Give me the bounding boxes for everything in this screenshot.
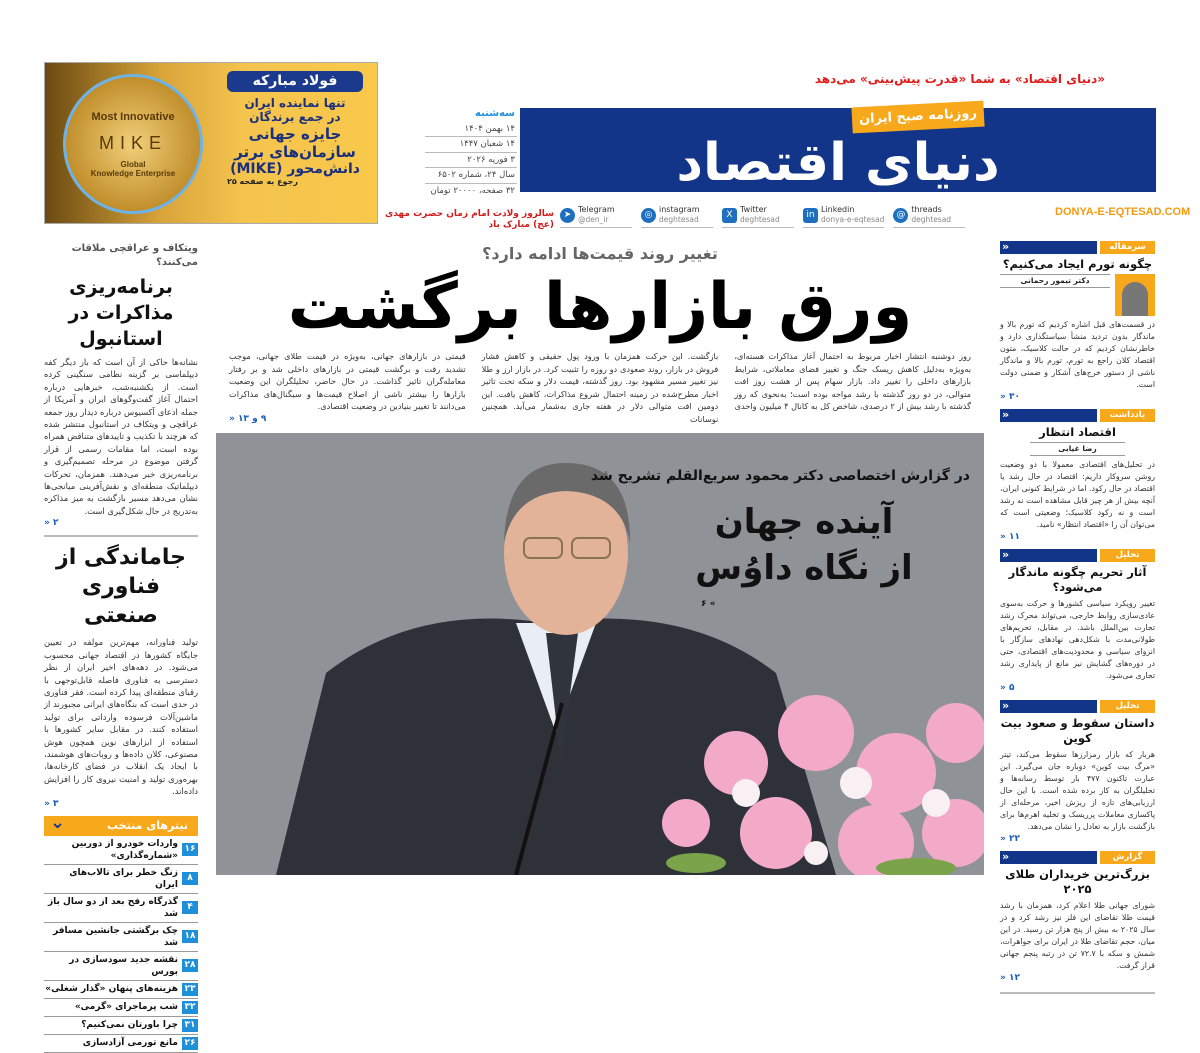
highlight-item[interactable] (44, 1035, 198, 1053)
issue-number: سال ۲۴، شماره ۶۵۰۲ (425, 168, 517, 184)
selected-headlines (44, 811, 198, 1053)
section-title: اقتصاد انتظار (1039, 425, 1116, 439)
ad-page-ref: رجوع به صفحه ۲۵ (227, 177, 298, 187)
social-network: instagram (659, 205, 700, 214)
page-ref[interactable]: ۶ « (701, 599, 716, 609)
story-technology[interactable] (44, 543, 198, 809)
divider (1000, 992, 1155, 994)
section-title: بزرگ‌ترین خریداران طلای ۲۰۲۵ (1005, 867, 1150, 896)
section-body: در تحلیل‌های اقتصادی معمولا با دو وضعیت روشن سروکار داریم: اقتصاد در حال رشد یا اقتصاد در حال رکود. اما در شرایط کنونی ایران، آنچه بیش از هر چیز قابل مشاهده است نه رشد است و نه رکود کلاسیک؛ وضعیتی است که می‌توان آن را «اقتصاد انتظار» نامید. (1000, 460, 1155, 529)
highlight-item[interactable] (44, 894, 198, 923)
chevrons-icon: « (1002, 408, 1010, 421)
newspaper-logo[interactable]: دنیای اقتصاد (676, 133, 1000, 193)
social-telegram[interactable] (560, 204, 632, 228)
page-ref[interactable]: ۲ « (44, 518, 59, 529)
lead-column-3: قیمتی در بازارهای جهانی، به‌ویژه در قیمت طلای جهانی، موجب تشدید رفت و برگشت قیمتی در بازارهای داخلی شد و بر رفتار معامله‌گران تاثیر گذاشت. در حال حاضر، تحلیلگران این وضعیت بازارها را بیشتر ناشی از اصلاح قیمت‌ها و سیگنال‌های مذاکرات می‌دانند تا تغییر بنیادین در وضعیت اقتصادی. (228, 351, 466, 411)
social-handle: deghtesad (659, 215, 699, 224)
social-threads[interactable] (893, 204, 965, 228)
highlight-text: مانع تورمی آزادسازی (82, 1038, 178, 1049)
chevrons-icon: « (1002, 699, 1010, 712)
threads-icon: @ (893, 208, 908, 223)
coin-bottom-text: Knowledge Enterprise (90, 168, 176, 178)
section-label: تحلیل (1100, 700, 1155, 713)
section-bar (1000, 549, 1155, 562)
social-linkedin[interactable] (803, 204, 884, 228)
page-ref[interactable]: ۳۰ « (1000, 392, 1020, 402)
highlight-item[interactable] (44, 952, 198, 981)
page-ref[interactable]: ۲۲ « (1000, 834, 1020, 844)
chevron-down-icon: ⌄ (50, 811, 66, 833)
highlight-page: ۴ (182, 901, 198, 914)
ad-text-panel (219, 67, 371, 187)
author-name: دکتر تیمور رحمانی (1000, 274, 1110, 288)
ad-line: دانش‌محور (MIKE) (230, 160, 360, 177)
left-column (44, 242, 198, 1053)
ad-line: در جمع برندگان (249, 110, 341, 125)
price: ۳۲ صفحه، ۲۰۰۰۰ تومان (430, 185, 515, 196)
section-label: گزارش (1100, 851, 1155, 864)
advertisement-banner[interactable] (44, 62, 378, 224)
story-kicker: ویتکاف و عراقچی ملاقات می‌کنند؟ (71, 243, 198, 268)
highlight-page: ۱۶ (182, 843, 198, 856)
highlight-item[interactable] (44, 923, 198, 952)
highlight-text: واردات خودرو از دوربین «شماره‌گذاری» (71, 838, 178, 861)
right-section-2[interactable] (1000, 409, 1155, 543)
section-body: تغییر رویکرد سیاسی کشورها و حرکت به‌سوی عادی‌سازی روابط خارجی، می‌تواند محرک رشد تجارت بین‌الملل باشد. در مقابل، تحریم‌های طولانی‌مدت با شکل‌دهی نهادهای سازگار با انزوای سیاسی و محدودیت‌های اقتصادی، حتی در دوره‌های گشایش نیز مانع از پایداری رشد تجاری می‌شود. (1000, 599, 1155, 680)
social-handle: donya-e-eqtesad (821, 215, 885, 224)
section-body: هربار که بازار رمزارزها سقوط می‌کند، تیتر «مرگ بیت کوین» دوباره جان می‌گیرد. این عبارت تاکنون ۴۷۷ بار توسط رسانه‌ها و تحلیلگران به کار برده شده است. با این حال ارزیابی‌های تازه از ریزش اخیر، مرحله‌ای از پاکسازی معاملات پرریسک و تخلیه اهرم‌ها برای بازگشت بازار به تعادل را نشان می‌دهد. (1000, 750, 1155, 831)
instagram-icon: ◎ (641, 208, 656, 223)
page-ref[interactable]: ۱۱ « (1000, 532, 1020, 542)
social-network: Linkedin (821, 205, 855, 214)
section-bar (1000, 409, 1155, 422)
photo-story-title[interactable]: آینده جهان از نگاه داوُس (695, 502, 913, 588)
section-title: چگونه تورم ایجاد می‌کنیم؟ (1002, 257, 1153, 271)
chevrons-icon: « (1002, 850, 1010, 863)
ad-brand: فولاد مبارکه (227, 71, 363, 92)
section-title: آثار تحریم چگونه ماندگار می‌شود؟ (1008, 565, 1147, 594)
ad-line: جایزه جهانی (248, 124, 342, 143)
social-handle: @den_ir (578, 215, 609, 224)
weekday: سه‌شنبه (475, 108, 515, 119)
page-ref[interactable]: ۵ « (1000, 683, 1015, 693)
author-name: رضا غیابی (1030, 442, 1125, 456)
highlight-page: ۳۲ (182, 1001, 198, 1014)
ad-line: تنها نماینده ایران (244, 95, 346, 110)
page-ref[interactable]: ۱۲ « (1000, 973, 1020, 983)
story-title: برنامه‌ریزی مذاکرات در استانبول (68, 276, 174, 350)
highlight-page: ۲۸ (182, 959, 198, 972)
social-twitter[interactable] (722, 204, 794, 228)
linkedin-icon: in (803, 208, 818, 223)
social-network: threads (911, 205, 942, 214)
gregorian-date: ۳ فوریه ۲۰۲۶ (425, 153, 517, 169)
date-box (425, 106, 517, 199)
lunar-date: ۱۴ شعبان ۱۴۴۷ (425, 137, 517, 153)
section-bar (1000, 851, 1155, 864)
right-section-4[interactable] (1000, 700, 1155, 845)
website-link[interactable]: DONYA-E-EQTESAD.COM (1055, 206, 1191, 218)
section-label: سرمقاله (1100, 241, 1155, 254)
highlight-item[interactable] (44, 981, 198, 999)
social-network: Twitter (740, 205, 767, 214)
highlight-page: ۲۶ (182, 1037, 198, 1050)
ad-line: سازمان‌های برتر (234, 142, 356, 161)
page-ref[interactable]: ۳ « (44, 798, 59, 809)
chevrons-icon: « (1002, 548, 1010, 561)
right-column (1000, 241, 1155, 994)
section-bar (1000, 700, 1155, 713)
highlight-page: ۱۸ (182, 930, 198, 943)
story-istanbul[interactable] (44, 242, 198, 529)
section-body: شورای جهانی طلا اعلام کرد، همزمان با رشد قیمت طلا تقاضای این فلز نیز رشد کرد و در سال ۲۰۲۵ به بیش از پنج هزار تن رسید. در این میان، حجم تقاضای طلا در ایران برای جواهرات، شمش و سکه با ۷۲.۷ تن در رتبه پنجم جهانی قرار گرفت. (1000, 901, 1156, 970)
highlight-page: ۸ (182, 872, 198, 885)
highlight-text: چرا باورتان نمی‌کنیم؟ (81, 1020, 178, 1031)
highlight-page: ۳۱ (182, 1019, 198, 1032)
morning-paper-badge: روزنامه صبح ایران (851, 101, 984, 134)
highlight-item[interactable] (44, 999, 198, 1017)
lead-column-3-wrap (229, 350, 466, 425)
photo-story-kicker: در گزارش اختصاصی دکتر محمود سریع‌القلم تشریح شد (590, 468, 970, 484)
highlight-text: زنگ خطر برای تالاب‌های ایران (69, 867, 178, 890)
section-title: داستان سقوط و صعود بیت کوین (1000, 716, 1155, 745)
highlights-header (44, 811, 198, 836)
highlight-text: چک برگشتی جانشین مسافر شد (52, 925, 178, 948)
highlights-title: تیترهای منتخب (107, 818, 188, 832)
feature-photo[interactable] (216, 433, 984, 875)
coin-mid-text: MIKE (98, 132, 167, 153)
right-section-3[interactable] (1000, 549, 1155, 694)
story-body: نشانه‌ها حاکی از آن است که بار دیگر کفه دیپلماسی بر گزینه نظامی سنگینی کرده است. از یکشنبه‌شب، خبرهایی درباره احتمال آغاز گفت‌وگوهای ایران و آمریکا از جمله ادعای آکسیوس درباره دیدار روز جمعه عراقچی و ویتکاف در استانبول منتشر شده که هرچند با تکذیب و تاییدهای متناقض همراه بوده است، اما مقامات رسمی از قرار گرفتن موضوع در مرحله تصمیم‌گیری و برنامه‌ریزی خبر می‌دهند. همزمان، تحرکات دیپلماتیک منطقه‌ای و نقش‌آفرینی میانجی‌ها نشان می‌دهد مسیر بازگشت به میز مذاکره به‌تدریج در حال شکل‌گیری است. (44, 357, 198, 516)
lead-kicker: تغییر روند قیمت‌ها ادامه دارد؟ (482, 244, 718, 263)
highlight-item[interactable] (44, 865, 198, 894)
award-coin-image (63, 74, 203, 214)
lead-column-2: بازگشت. این حرکت همزمان با ورود پول حقیقی و کاهش فشار فروش در بازار، روند صعودی دو روزه را تثبیت کرد. در بازار ارز و طلا نیز تغییر مسیر مشهود بود. روز گذشته، قیمت دلار و سکه تحت تاثیر اخبار مطرح‌شده در زمینه احتمال شروع مذاکرات، کاهش یافت. این دومین افت متوالی دلار در هفته جاری به‌شمار می‌آید. همچنین نوسانات (481, 351, 719, 424)
highlight-text: نقشه جدید سودسازی در بورس (69, 954, 178, 977)
section-label: تحلیل (1100, 549, 1155, 562)
solar-date: ۱۴ بهمن ۱۴۰۴ (425, 122, 517, 138)
page-ref[interactable]: ۹ و ۱۳ « (228, 413, 267, 424)
coin-global-text: Global (120, 159, 146, 169)
lead-columns (215, 350, 985, 425)
highlight-page: ۲۳ (182, 983, 198, 996)
announcement: سالروز ولادت امام زمان حضرت مهدی (عج) مبارک باد (384, 209, 554, 230)
lead-story-area (215, 244, 985, 875)
right-section-1[interactable] (1000, 241, 1155, 403)
section-body: در قسمت‌های قبل اشاره کردیم که تورم بالا و ماندگار بدون تردید منشأ سیاستگذاری دارد و خاطرنشان کردیم که در حالت کلاسیک، متون اقتصاد کلان راجع به تورم، تورم بالا و ماندگار ناشی از دستور خرج‌های آشکار و ضمنی دولت است. (1000, 320, 1155, 389)
telegram-icon: ➤ (560, 208, 575, 223)
lead-column-1: روز دوشنبه انتشار اخبار مربوط به احتمال آغاز مذاکرات هسته‌ای، به‌ویژه به‌دلیل کاهش ریسک جنگ و تغییر فضای معاملاتی، شرایط بازارهای داخلی را تغییر داد. بازار سهام پس از هشت روز افت متوالی، در دو روز گذشته با رشد مواجه بوده است؛ به‌نحوی که روز گذشته با رشد بیش از ۲ درصدی، شاخص کل به کانال ۴ میلیون واحدی (734, 351, 971, 411)
highlight-text: گذرگاه رفح بعد از دو سال باز شد (47, 896, 178, 919)
social-links (560, 204, 965, 228)
highlight-item[interactable] (44, 1017, 198, 1035)
chevrons-icon: « (1002, 240, 1010, 253)
highlight-text: هزینه‌های پنهان «گذار شغلی» (45, 984, 178, 995)
coin-top-text: Most Innovative (91, 110, 175, 123)
tagline: «دنیای اقتصاد» به شما «قدرت پیش‌بینی» می‌دهد (814, 72, 1105, 86)
story-body: تولید فناورانه، مهم‌ترین مولفه در تعیین جایگاه کشورها در اقتصاد جهانی محسوب می‌شود. در دهه‌های اخیر ایران از نظر دسترسی به فناوری فاصله قابل‌توجهی با رقبای منطقه‌ای پیدا کرده است. فقر فناوری در حدی است که بنگاه‌های ایرانی مجبورند از ماشین‌آلات فرسوده وارداتی برای تولید استفاده کنند. در مقابل سایر کشورها با استفاده از ابزارهای نوین همچون هوش مصنوعی، کلان داده‌ها و روبات‌های هوشمند، با ایجاد یک انقلاب در فضای کارخانه‌ها، بهره‌وری تولید و امنیت نیروی کار را افزایش داده‌اند. (44, 637, 198, 797)
section-bar (1000, 241, 1155, 254)
section-label: یادداشت (1100, 409, 1155, 422)
social-instagram[interactable] (641, 204, 713, 228)
social-handle: deghtesad (911, 215, 952, 224)
story-title: جاماندگی از فناوری صنعتی (56, 545, 186, 629)
lead-headline[interactable]: ورق بازارها برگشت (287, 270, 913, 344)
social-handle: deghtesad (740, 215, 780, 224)
divider (44, 535, 198, 537)
highlight-text: شب پرماجرای «گرمی» (74, 1002, 178, 1013)
highlight-item[interactable] (44, 836, 198, 865)
social-network: Telegram (578, 205, 615, 214)
x-icon: X (722, 208, 737, 223)
author-photo (1115, 274, 1155, 316)
right-section-5[interactable] (1000, 851, 1155, 984)
